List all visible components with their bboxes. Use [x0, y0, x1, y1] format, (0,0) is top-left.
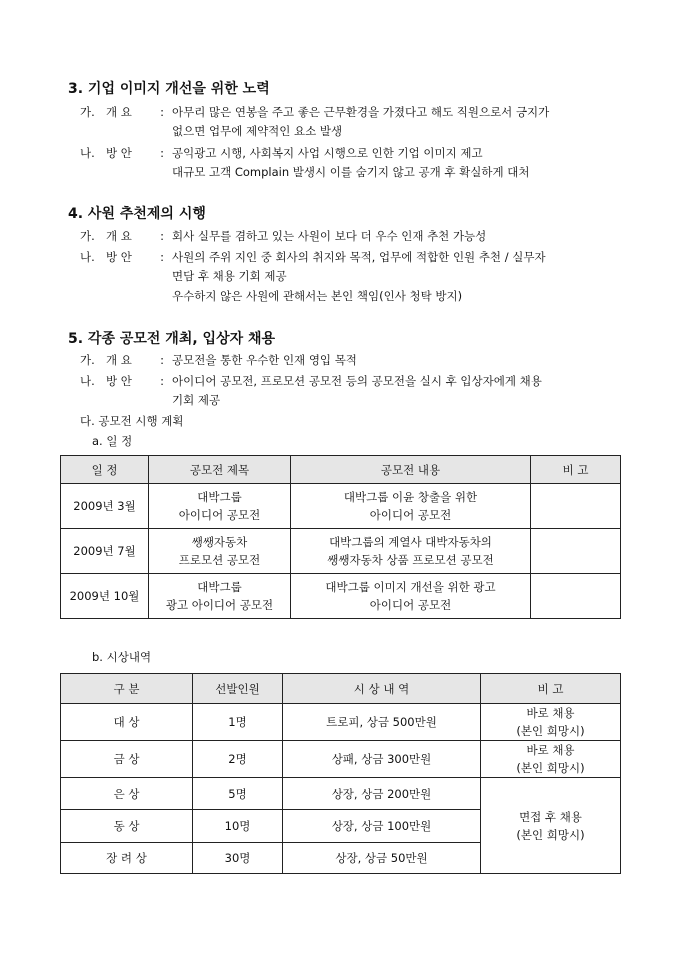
cell-line: 아이디어 공모전	[178, 508, 261, 522]
table-row	[61, 529, 621, 574]
note-cell	[481, 741, 621, 778]
schedule-caption: a. 일 정	[92, 434, 133, 448]
section-3-item-1-label	[80, 104, 168, 120]
item-marker: 가.	[80, 353, 95, 367]
cell-line: (본인 희망시)	[516, 761, 585, 775]
section-3-item-1-line-2: 없으면 업무에 제약적인 요소 발생	[172, 124, 343, 138]
cell-line: 쌩쌩자동차 상품 프로모션 공모전	[327, 553, 494, 567]
section-3-item-1-line-1: 아무리 많은 연봉을 주고 좋은 근무환경을 가졌다고 해도 직원으로서 긍지가	[172, 105, 550, 119]
header-cell: 비 고	[481, 674, 621, 704]
awards-caption: b. 시상내역	[92, 650, 152, 664]
table-row	[61, 778, 621, 810]
colon: :	[160, 374, 164, 388]
category-cell: 은 상	[61, 778, 193, 810]
header-cell: 구 분	[61, 674, 193, 704]
section-4-item-1-line-1: 회사 실무를 겸하고 있는 사원이 보다 더 우수 인재 추천 가능성	[172, 229, 487, 243]
date-cell: 2009년 7월	[61, 529, 149, 574]
note-cell	[531, 574, 621, 619]
colon: :	[160, 105, 164, 119]
count-cell: 5명	[193, 778, 283, 810]
count-cell: 30명	[193, 843, 283, 874]
item-label: 개 요	[106, 353, 132, 367]
item-marker: 가.	[80, 229, 95, 243]
header-cell: 공모전 제목	[149, 456, 291, 484]
item-marker: 나.	[80, 146, 95, 160]
note-cell	[531, 529, 621, 574]
count-cell: 1명	[193, 704, 283, 741]
item-marker: 가.	[80, 105, 95, 119]
section-3-item-2-label	[80, 145, 168, 161]
category-cell: 대 상	[61, 704, 193, 741]
prize-cell: 상장, 상금 100만원	[283, 810, 481, 843]
merged-note-cell	[481, 778, 621, 874]
section-5-item-2-line-2: 기회 제공	[172, 393, 221, 407]
table-header-row	[61, 456, 621, 484]
colon: :	[160, 353, 164, 367]
section-4-item-2-line-1: 사원의 주위 지인 중 회사의 취지와 목적, 업무에 적합한 인원 추천 / 실무자	[172, 250, 546, 264]
cell-line: 대박그룹 이윤 창출을 위한	[343, 490, 478, 504]
prize-cell: 상장, 상금 200만원	[283, 778, 481, 810]
note-cell	[481, 704, 621, 741]
section-5-item-1-line-1: 공모전을 통한 우수한 인재 영입 목적	[172, 353, 357, 367]
cell-line: 아이디어 공모전	[369, 508, 452, 522]
section-5-item-2-line-1: 아이디어 공모전, 프로모션 공모전 등의 공모전을 실시 후 입상자에게 채용	[172, 374, 542, 388]
table-row	[61, 574, 621, 619]
cell-line: 바로 채용	[526, 743, 575, 757]
cell-line: 대박그룹의 계열사 대박자동차의	[329, 535, 492, 549]
section-5-title: 5. 각종 공모전 개최, 입상자 채용	[68, 331, 276, 347]
title-cell	[149, 529, 291, 574]
section-4-item-1-label	[80, 228, 168, 244]
cell-line: 프로모션 공모전	[178, 553, 261, 567]
awards-table	[60, 673, 621, 874]
prize-cell: 트로피, 상금 500만원	[283, 704, 481, 741]
section-4-item-2-label	[80, 249, 168, 265]
cell-line: 대박그룹	[197, 580, 242, 594]
section-3-item-2-line-2: 대규모 고객 Complain 발생시 이를 숨기지 않고 공개 후 확실하게 대처	[172, 165, 530, 179]
content-cell	[291, 574, 531, 619]
category-cell: 장 려 상	[61, 843, 193, 874]
count-cell: 10명	[193, 810, 283, 843]
table-row	[61, 484, 621, 529]
date-cell: 2009년 10월	[61, 574, 149, 619]
title-cell	[149, 574, 291, 619]
schedule-table	[60, 455, 621, 619]
header-cell: 일 정	[61, 456, 149, 484]
cell-line: (본인 희망시)	[516, 827, 585, 842]
item-marker: 나.	[80, 250, 95, 264]
section-3-title: 3. 기업 이미지 개선을 위한 노력	[68, 81, 270, 97]
table-row	[61, 741, 621, 778]
cell-line: 바로 채용	[526, 706, 575, 720]
content-cell	[291, 484, 531, 529]
cell-line: 쌩쌩자동차	[191, 535, 248, 549]
date-cell: 2009년 3월	[61, 484, 149, 529]
section-5-item-2-label	[80, 373, 168, 389]
category-cell: 금 상	[61, 741, 193, 778]
colon: :	[160, 250, 164, 264]
item-label: 방 안	[106, 146, 132, 160]
prize-cell: 상장, 상금 50만원	[283, 843, 481, 874]
item-label: 방 안	[106, 374, 132, 388]
header-cell: 시 상 내 역	[283, 674, 481, 704]
colon: :	[160, 229, 164, 243]
sub-heading-contest-plan: 다. 공모전 시행 계획	[80, 414, 184, 428]
item-marker: 나.	[80, 374, 95, 388]
header-cell: 선발인원	[193, 674, 283, 704]
cell-line: (본인 희망시)	[516, 724, 585, 738]
content-cell	[291, 529, 531, 574]
colon: :	[160, 146, 164, 160]
header-cell: 비 고	[531, 456, 621, 484]
prize-cell: 상패, 상금 300만원	[283, 741, 481, 778]
cell-line: 아이디어 공모전	[369, 598, 452, 612]
cell-line: 광고 아이디어 공모전	[165, 598, 274, 612]
title-cell	[149, 484, 291, 529]
item-label: 방 안	[106, 250, 132, 264]
note-cell	[531, 484, 621, 529]
table-row	[61, 704, 621, 741]
cell-line: 대박그룹	[197, 490, 242, 504]
header-cell: 공모전 내용	[291, 456, 531, 484]
section-4-title: 4. 사원 추천제의 시행	[68, 206, 206, 222]
cell-line: 대박그룹 이미지 개선을 위한 광고	[325, 580, 496, 594]
section-4-item-2-line-2: 면담 후 채용 기회 제공	[172, 269, 287, 283]
count-cell: 2명	[193, 741, 283, 778]
section-5-item-1-label	[80, 352, 168, 368]
item-label: 개 요	[106, 105, 132, 119]
section-4-item-2-line-3: 우수하지 않은 사원에 관해서는 본인 책임(인사 청탁 방지)	[172, 289, 463, 303]
item-label: 개 요	[106, 229, 132, 243]
section-3-item-2-line-1: 공익광고 시행, 사회복지 사업 시행으로 인한 기업 이미지 제고	[172, 146, 483, 160]
table-header-row	[61, 674, 621, 704]
category-cell: 동 상	[61, 810, 193, 843]
cell-line: 면접 후 채용	[519, 809, 582, 824]
